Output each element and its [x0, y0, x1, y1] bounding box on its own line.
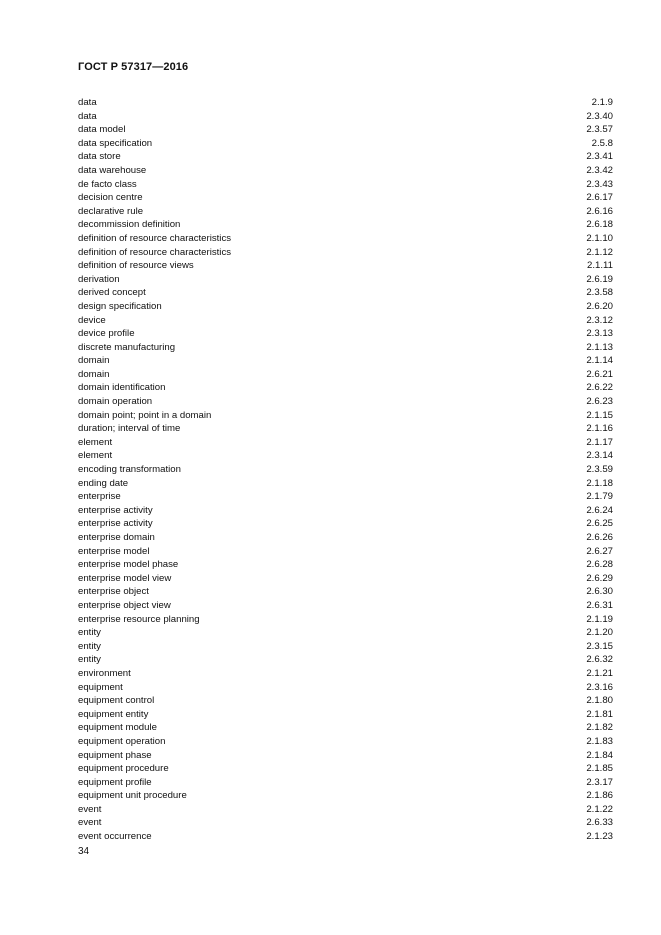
index-reference: 2.3.43: [586, 178, 613, 190]
index-reference: 2.1.10: [586, 232, 613, 244]
index-entry: [78, 545, 613, 559]
index-reference: 2.1.80: [586, 695, 613, 707]
index-entry: [78, 667, 613, 681]
index-term: equipment: [78, 681, 123, 693]
index-reference: 2.6.23: [586, 396, 613, 408]
index-reference: 2.6.26: [586, 532, 613, 543]
index-term: declarative rule: [78, 205, 144, 217]
index-reference: 2.1.12: [586, 246, 613, 258]
index-entry: [78, 762, 613, 776]
index-term: ending date: [78, 477, 129, 489]
index-entry: [78, 286, 613, 300]
index-term: equipment entity: [78, 708, 149, 720]
index-reference: 2.6.16: [586, 205, 613, 217]
index-reference: 2.6.32: [586, 654, 613, 666]
index-term: data: [78, 97, 97, 108]
index-entry: [78, 626, 613, 640]
index-entry: [78, 422, 613, 436]
index-entry: [78, 653, 613, 667]
index-entry: [78, 599, 613, 613]
index-entry: [78, 273, 613, 287]
index-reference: 2.1.13: [586, 341, 613, 353]
index-term: domain: [78, 368, 110, 380]
index-entry: [78, 572, 613, 586]
index-reference: 2.6.28: [586, 559, 613, 571]
index-entry: [78, 436, 613, 450]
index-entry: [78, 613, 613, 627]
index-entry: [78, 150, 613, 164]
index-reference: 2.6.18: [586, 219, 613, 231]
index-reference: 2.1.84: [586, 749, 613, 761]
index-term: equipment unit procedure: [78, 790, 187, 802]
index-reference: 2.1.20: [586, 627, 613, 639]
index-entry: [78, 96, 613, 110]
index-entry: [78, 300, 613, 314]
index-term: equipment control: [78, 695, 155, 707]
index-reference: 2.1.17: [586, 436, 613, 448]
index-term: enterprise model view: [78, 572, 172, 584]
index-term: derived concept: [78, 287, 146, 299]
index-reference: 2.3.40: [586, 110, 613, 122]
index-entry: [78, 517, 613, 531]
index-reference: 2.1.22: [586, 803, 613, 815]
index-term: enterprise: [78, 491, 121, 503]
index-reference: 2.3.12: [586, 314, 613, 326]
index-reference: 2.1.11: [587, 260, 613, 272]
index-entry: [78, 409, 613, 423]
index-term: event occurrence: [78, 831, 152, 843]
index-term: data model: [78, 124, 126, 136]
index-reference: 2.3.57: [586, 124, 613, 136]
document-header: ГОСТ Р 57317—2016: [78, 61, 189, 73]
index-term: entity: [78, 640, 101, 652]
index-term: design specification: [78, 300, 162, 312]
index-term: environment: [78, 667, 131, 679]
index-term: device profile: [78, 328, 135, 340]
index-reference: 2.3.15: [586, 640, 613, 652]
index-reference: 2.3.14: [586, 450, 613, 462]
index-term: data: [78, 110, 97, 122]
index-term: de facto class: [78, 178, 137, 190]
index-term: enterprise model: [78, 545, 150, 557]
index-term: element: [78, 436, 113, 448]
index-entry: [78, 776, 613, 790]
index-reference: 2.1.85: [586, 763, 613, 775]
index-entry: [78, 449, 613, 463]
index-reference: 2.6.24: [586, 504, 613, 516]
index-term: enterprise resource planning: [78, 613, 200, 625]
index-term: equipment profile: [78, 776, 152, 788]
index-entry: [78, 395, 613, 409]
index-entry: [78, 708, 613, 722]
index-reference: 2.5.8: [591, 137, 613, 149]
index-term: decision centre: [78, 192, 143, 204]
index-reference: 2.6.27: [586, 545, 613, 557]
index-term: data store: [78, 151, 121, 163]
index-term: equipment module: [78, 722, 157, 734]
index-reference: 2.3.59: [586, 464, 613, 476]
index-reference: 2.1.81: [586, 708, 613, 720]
index-entry: [78, 531, 613, 545]
index-term: enterprise model phase: [78, 559, 179, 571]
index-entry: [78, 123, 613, 137]
index-entry: [78, 681, 613, 695]
index-reference: 2.1.79: [586, 491, 613, 503]
index-entry: [78, 178, 613, 192]
index-entry: [78, 354, 613, 368]
index-entry: [78, 191, 613, 205]
index-term: enterprise activity: [78, 504, 153, 516]
index-reference: 2.3.58: [586, 287, 613, 299]
index-entry: [78, 640, 613, 654]
index-reference: 2.6.21: [586, 368, 613, 380]
index-term: data warehouse: [78, 164, 147, 176]
index-entry: [78, 381, 613, 395]
index-term: event: [78, 803, 102, 815]
index-reference: 2.6.33: [586, 817, 613, 829]
index-entry: [78, 504, 613, 518]
index-term: definition of resource characteristics: [78, 246, 232, 258]
index-term: decommission definition: [78, 219, 181, 231]
index-reference: 2.6.29: [586, 572, 613, 584]
index-entry: [78, 137, 613, 151]
index-entry: [78, 205, 613, 219]
term-index-list: [78, 96, 613, 844]
index-term: definition of resource characteristics: [78, 232, 232, 244]
index-entry: [78, 218, 613, 232]
index-term: derivation: [78, 273, 120, 285]
index-term: enterprise object: [78, 586, 149, 598]
index-reference: 2.6.30: [586, 586, 613, 598]
index-term: element: [78, 450, 113, 462]
index-reference: 2.1.9: [591, 97, 613, 108]
index-entry: [78, 749, 613, 763]
index-term: domain: [78, 355, 110, 367]
index-reference: 2.6.31: [586, 599, 613, 611]
index-reference: 2.1.23: [586, 831, 613, 843]
index-term: enterprise activity: [78, 518, 153, 530]
index-reference: 2.6.22: [586, 382, 613, 394]
index-term: device: [78, 314, 106, 326]
index-entry: [78, 803, 613, 817]
index-term: domain operation: [78, 396, 153, 408]
index-term: domain identification: [78, 382, 166, 394]
index-entry: [78, 327, 613, 341]
index-term: enterprise object view: [78, 599, 171, 611]
index-entry: [78, 735, 613, 749]
index-term: discrete manufacturing: [78, 341, 176, 353]
index-reference: 2.1.16: [586, 423, 613, 435]
index-entry: [78, 721, 613, 735]
index-entry: [78, 694, 613, 708]
index-entry: [78, 232, 613, 246]
page-number: 34: [78, 846, 90, 857]
index-entry: [78, 368, 613, 382]
index-term: equipment phase: [78, 749, 152, 761]
index-entry: [78, 585, 613, 599]
index-term: event: [78, 817, 102, 829]
index-reference: 2.3.42: [586, 164, 613, 176]
index-entry: [78, 314, 613, 328]
index-entry: [78, 558, 613, 572]
index-reference: 2.6.20: [586, 300, 613, 312]
index-reference: 2.1.83: [586, 735, 613, 747]
index-reference: 2.3.13: [586, 328, 613, 340]
index-entry: [78, 830, 613, 844]
index-entry: [78, 110, 613, 124]
index-entry: [78, 463, 613, 477]
index-term: duration; interval of time: [78, 423, 181, 435]
index-entry: [78, 341, 613, 355]
index-term: definition of resource views: [78, 260, 194, 272]
index-reference: 2.1.82: [586, 722, 613, 734]
index-reference: 2.3.41: [586, 151, 613, 163]
index-reference: 2.1.14: [586, 355, 613, 367]
index-term: entity: [78, 627, 101, 639]
index-reference: 2.1.21: [586, 667, 613, 679]
index-entry: [78, 164, 613, 178]
index-term: equipment operation: [78, 735, 166, 747]
index-reference: 2.1.18: [586, 477, 613, 489]
index-reference: 2.1.15: [586, 409, 613, 421]
index-reference: 2.3.17: [586, 776, 613, 788]
index-reference: 2.3.16: [586, 681, 613, 693]
index-reference: 2.1.19: [586, 613, 613, 625]
index-entry: [78, 789, 613, 803]
index-reference: 2.6.17: [586, 192, 613, 204]
index-entry: [78, 477, 613, 491]
index-term: data specification: [78, 137, 153, 149]
index-entry: [78, 816, 613, 830]
index-entry: [78, 490, 613, 504]
index-term: encoding transformation: [78, 464, 181, 476]
index-term: enterprise domain: [78, 532, 155, 543]
index-term: equipment procedure: [78, 763, 169, 775]
index-entry: [78, 259, 613, 273]
index-reference: 2.6.25: [586, 518, 613, 530]
index-reference: 2.6.19: [586, 273, 613, 285]
index-term: domain point; point in a domain: [78, 409, 212, 421]
index-entry: [78, 246, 613, 260]
index-term: entity: [78, 654, 101, 666]
index-reference: 2.1.86: [586, 790, 613, 802]
